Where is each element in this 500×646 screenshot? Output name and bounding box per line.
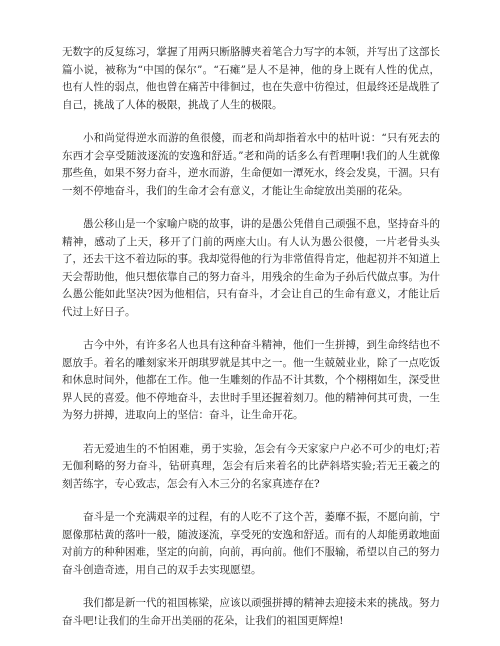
paragraph-5: 若无爱迪生的不怕困难，勇于实验，怎会有今天家家户户必不可少的电灯;若无伽利略的努力奋斗，钻研真理，怎会有后来着名的比萨斜塔实验;若无王羲之的刻苦练字，专心致志，怎会有入木三分的名家真迹存在? <box>62 442 440 490</box>
paragraph-2: 小和尚觉得逆水而游的鱼很傻，而老和尚却指着水中的枯叶说：“只有死去的东西才会享受随波逐流的安逸和舒适。”老和尚的话多么有哲理啊!我们的人生就像那些鱼，如果不努力奋斗，逆水而游，生命便如一潭死水，终会发臭，干涸。只有一刻不停地奋斗，我们的生命才会有意义，才能让生命绽放出美丽的花朵。 <box>62 132 440 197</box>
paragraph-4: 古今中外，有许多名人也具有这种奋斗精神，他们一生拼搏，到生命终结也不愿放手。着名的雕刻家米开朗琪罗就是其中之一。他一生兢兢业业，除了一点吃饭和休息时间外，他都在工作。他一生雕刻的作品不计其数，个个栩栩如生，深受世界人民的喜爱。他不停地奋斗，去世时手里还握着刻刀。他的精神何其可贵，一生为努力拼搏，进取向上的坚信：奋斗，让生命开花。 <box>62 339 440 421</box>
paragraph-7: 我们都是新一代的祖国栋梁，应该以顽强拼搏的精神去迎接未来的挑战。努力奋斗吧!让我们的生命开出美丽的花朵，让我们的祖国更辉煌! <box>62 597 440 627</box>
paragraph-1: 无数字的反复练习，掌握了用两只断胳膊夹着笔合力写字的本领，并写出了这部长篇小说，被称为“中国的保尔”。“石瘫”是人不是神，他的身上既有人性的优点，也有人性的弱点，他也曾在痛苦中徘徊过，也在失意中彷徨过，但最终还是战胜了自己，挑战了人体的极限，挑战了人生的极限。 <box>62 46 440 111</box>
paragraph-3: 愚公移山是一个家喻户晓的故事，讲的是愚公凭借自己顽强不息，坚持奋斗的精神，感动了上天，移开了门前的两座大山。有人认为愚公很傻，一片老骨头头了，还去干这不着边际的事。我却觉得他的行为非常值得肯定，他起初并不知道上天会帮助他，他只想依靠自己的努力奋斗，用残余的生命为子孙后代做点事。为什么愚公能如此坚决?因为他相信，只有奋斗，才会让自己的生命有意义，才能让后代过上好日子。 <box>62 218 440 318</box>
paragraph-6: 奋斗是一个充满艰辛的过程，有的人吃不了这个苦，萎靡不振，不愿向前，宁愿像那枯黄的落叶一般，随波逐流，享受死的安逸和舒适。而有的人却能勇敢地面对前方的种种困难，坚定的向前，向前，再向前。他们不服输，希望以自己的努力奋斗创造奇迹，用自己的双手去实现愿望。 <box>62 511 440 576</box>
document-page <box>62 44 440 646</box>
